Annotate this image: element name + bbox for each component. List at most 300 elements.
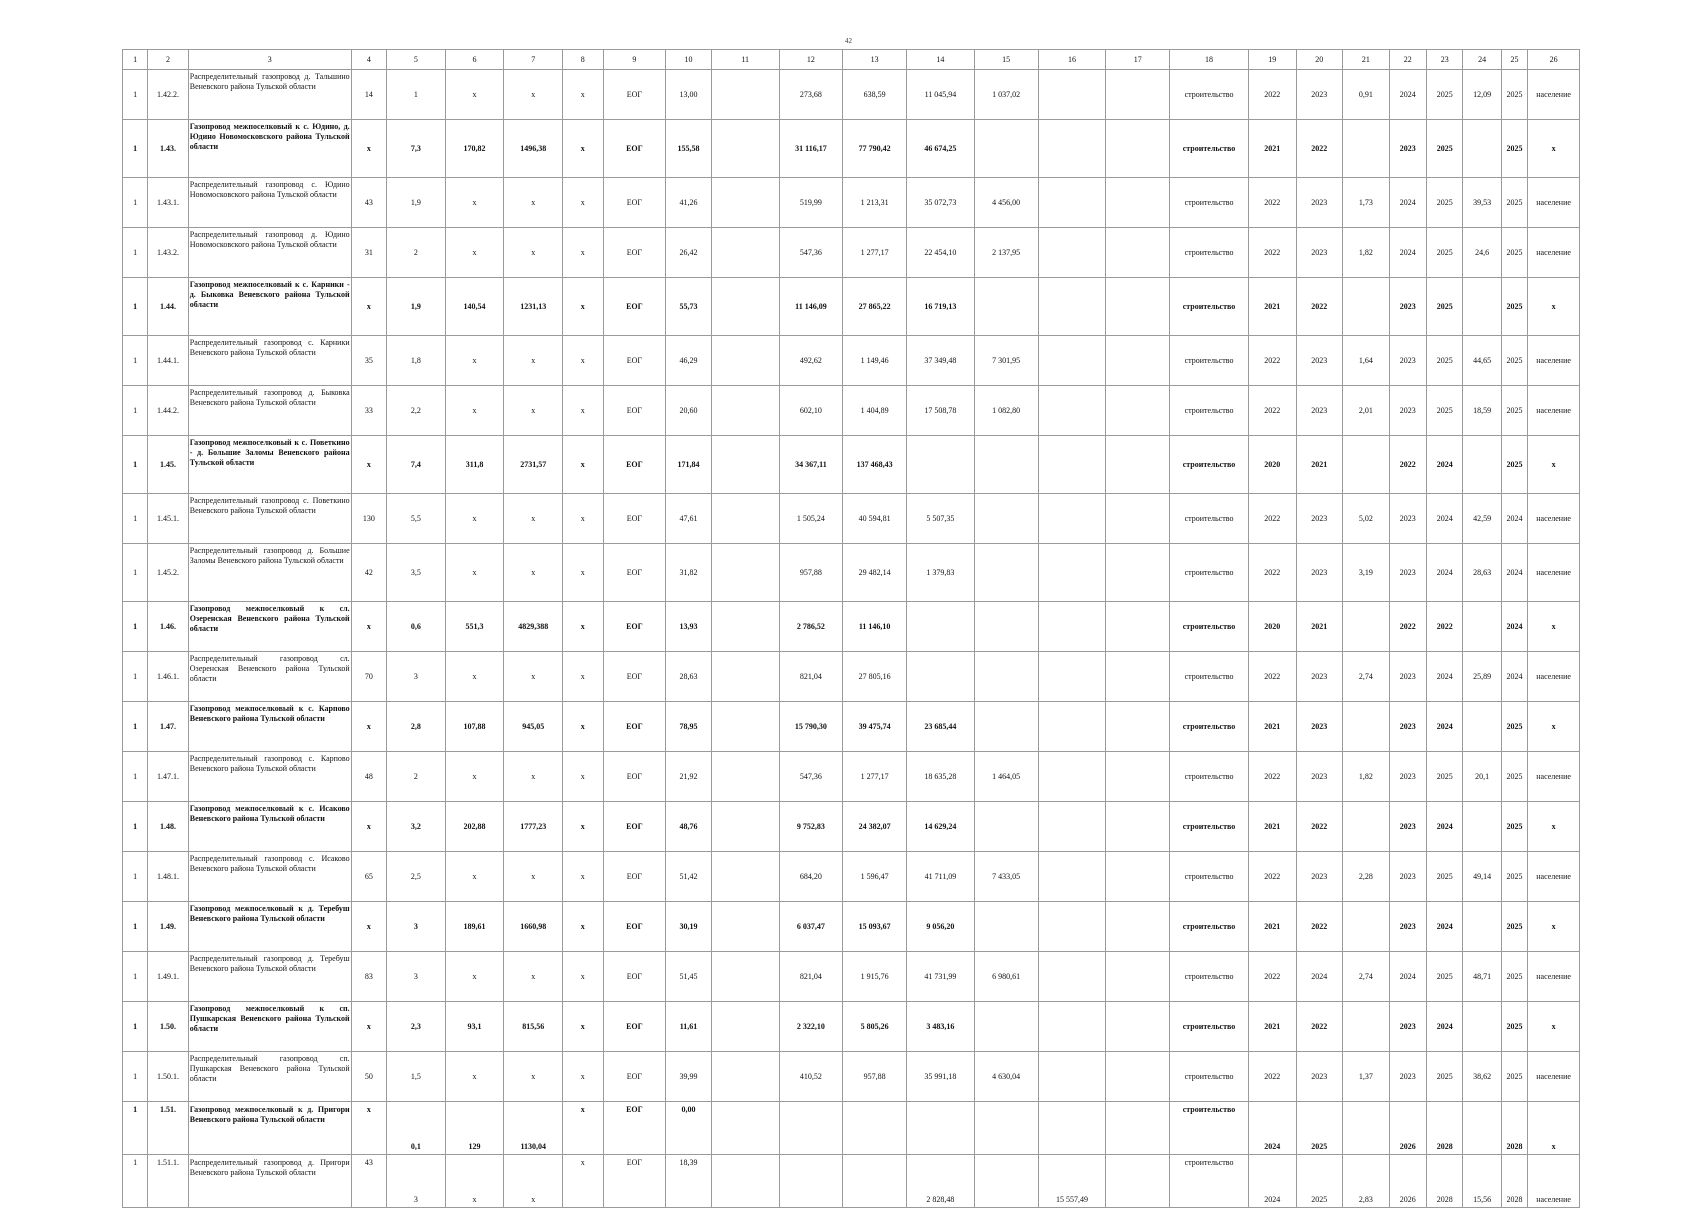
table-cell: 2024 (1427, 544, 1463, 602)
column-number-cell: 16 (1038, 50, 1106, 70)
table-cell: 3 (387, 952, 446, 1002)
table-cell: x (563, 386, 603, 436)
table-cell: 3 (387, 1155, 446, 1208)
table-cell: 1 (123, 702, 148, 752)
table-cell: 35 (351, 336, 386, 386)
table-cell (843, 1102, 907, 1155)
table-cell: 1.48.1. (148, 852, 188, 902)
table-cell: 2025 (1501, 802, 1527, 852)
table-cell (711, 386, 779, 436)
table-cell (1343, 1102, 1390, 1155)
table-cell: 1,73 (1343, 178, 1390, 228)
table-cell: 107,88 (445, 702, 504, 752)
table-cell: 2023 (1296, 544, 1343, 602)
column-number-cell: 19 (1248, 50, 1296, 70)
table-cell (1343, 702, 1390, 752)
table-cell: 638,59 (843, 70, 907, 120)
table-cell: 945,05 (504, 702, 563, 752)
table-cell: x (504, 228, 563, 278)
table-cell: 27 805,16 (843, 652, 907, 702)
table-cell: 1.44.2. (148, 386, 188, 436)
table-cell: ЕОГ (603, 652, 666, 702)
table-cell: 2020 (1248, 436, 1296, 494)
table-cell: 2022 (1248, 852, 1296, 902)
table-cell: 5 805,26 (843, 1002, 907, 1052)
table-cell: население (1528, 178, 1580, 228)
table-cell: строительство (1170, 1052, 1249, 1102)
table-cell: 7,4 (387, 436, 446, 494)
table-cell: 1.47. (148, 702, 188, 752)
table-cell: 1 (123, 902, 148, 952)
table-cell: 1 379,83 (907, 544, 975, 602)
table-cell (1106, 386, 1170, 436)
table-cell: ЕОГ (603, 278, 666, 336)
table-cell (1343, 120, 1390, 178)
table-cell (1343, 278, 1390, 336)
table-cell: 1 213,31 (843, 178, 907, 228)
table-cell: x (445, 952, 504, 1002)
table-cell: 83 (351, 952, 386, 1002)
table-cell: 1.48. (148, 802, 188, 852)
table-cell (1038, 70, 1106, 120)
table-cell: x (1528, 802, 1580, 852)
table-cell: x (445, 1052, 504, 1102)
table-cell: 21,92 (666, 752, 712, 802)
table-cell: x (445, 70, 504, 120)
table-cell (1343, 436, 1390, 494)
table-cell: x (351, 436, 386, 494)
table-cell: x (1528, 1002, 1580, 1052)
table-cell: 44,65 (1463, 336, 1501, 386)
table-cell: 42,59 (1463, 494, 1501, 544)
table-cell: x (563, 70, 603, 120)
table-cell: 1 149,46 (843, 336, 907, 386)
table-cell: 2024 (1427, 652, 1463, 702)
table-cell: 26,42 (666, 228, 712, 278)
table-cell (711, 120, 779, 178)
object-name-cell: Распределительный газопровод д. Теребуш Веневского района Тульской области (188, 952, 351, 1002)
table-cell: 31 (351, 228, 386, 278)
table-cell: 2026 (1389, 1102, 1426, 1155)
table-cell: x (504, 652, 563, 702)
table-cell: 2025 (1427, 752, 1463, 802)
table-cell: 42 (351, 544, 386, 602)
table-cell: 2025 (1501, 952, 1527, 1002)
table-cell: 1 (123, 1102, 148, 1155)
table-cell: 821,04 (779, 652, 843, 702)
table-cell: x (445, 228, 504, 278)
table-cell: 22 454,10 (907, 228, 975, 278)
table-cell (907, 652, 975, 702)
table-cell: 1 (123, 952, 148, 1002)
table-cell: 2,74 (1343, 652, 1390, 702)
table-cell: население (1528, 386, 1580, 436)
table-cell: 7,3 (387, 120, 446, 178)
table-cell: строительство (1170, 1102, 1249, 1155)
table-cell: 2025 (1501, 902, 1527, 952)
column-number-cell: 9 (603, 50, 666, 70)
table-cell (1038, 386, 1106, 436)
table-cell: строительство (1170, 120, 1249, 178)
table-cell: 2 828,48 (907, 1155, 975, 1208)
table-cell: ЕОГ (603, 336, 666, 386)
table-cell: строительство (1170, 494, 1249, 544)
table-cell: x (563, 544, 603, 602)
table-cell (1106, 902, 1170, 952)
column-number-cell: 2 (148, 50, 188, 70)
table-cell: 2022 (1389, 436, 1426, 494)
object-name-cell: Распределительный газопровод сл. Озеренская Веневского района Тульской области (188, 652, 351, 702)
table-cell: 7 433,05 (974, 852, 1038, 902)
table-cell: ЕОГ (603, 494, 666, 544)
table-cell: 2025 (1501, 178, 1527, 228)
table-cell: строительство (1170, 952, 1249, 1002)
table-cell: 2022 (1248, 652, 1296, 702)
table-cell: 1.43. (148, 120, 188, 178)
table-cell: 1.49. (148, 902, 188, 952)
table-cell: 1 (123, 752, 148, 802)
table-cell: 18 635,28 (907, 752, 975, 802)
table-cell: ЕОГ (603, 120, 666, 178)
table-row (123, 1102, 1580, 1155)
table-cell: 51,42 (666, 852, 712, 902)
table-cell: 31 116,17 (779, 120, 843, 178)
page-number: 42 (845, 37, 852, 45)
table-cell: x (351, 602, 386, 652)
table-cell (1038, 702, 1106, 752)
table-cell: 1 (387, 70, 446, 120)
column-number-cell: 6 (445, 50, 504, 70)
table-cell: 4829,388 (504, 602, 563, 652)
table-cell (711, 70, 779, 120)
table-row (123, 386, 1580, 436)
table-cell: 2 322,10 (779, 1002, 843, 1052)
table-cell (711, 952, 779, 1002)
table-cell (1106, 278, 1170, 336)
table-cell: 38,62 (1463, 1052, 1501, 1102)
table-cell: 2023 (1389, 902, 1426, 952)
table-cell: 2,5 (387, 852, 446, 902)
table-cell: 17 508,78 (907, 386, 975, 436)
table-cell: 2,01 (1343, 386, 1390, 436)
column-number-cell: 13 (843, 50, 907, 70)
table-cell (1038, 1002, 1106, 1052)
table-cell: x (504, 178, 563, 228)
table-cell: 23 685,44 (907, 702, 975, 752)
table-cell: 2022 (1248, 386, 1296, 436)
table-cell: 78,95 (666, 702, 712, 752)
table-cell: 2,83 (1343, 1155, 1390, 1208)
table-cell: 2022 (1248, 494, 1296, 544)
table-cell: x (563, 852, 603, 902)
table-cell: 1,64 (1343, 336, 1390, 386)
table-cell: 2025 (1501, 852, 1527, 902)
table-cell (974, 802, 1038, 852)
table-cell (1106, 120, 1170, 178)
table-cell: ЕОГ (603, 1052, 666, 1102)
table-cell: 2023 (1296, 228, 1343, 278)
table-cell (1038, 752, 1106, 802)
table-cell: x (563, 702, 603, 752)
table-cell: 2024 (1501, 544, 1527, 602)
table-cell: 4 630,04 (974, 1052, 1038, 1102)
table-cell: 2021 (1248, 1002, 1296, 1052)
table-cell: 40 594,81 (843, 494, 907, 544)
table-cell: население (1528, 1052, 1580, 1102)
table-cell: 2021 (1248, 702, 1296, 752)
table-cell (1038, 178, 1106, 228)
table-cell: ЕОГ (603, 702, 666, 752)
table-cell: 2023 (1389, 652, 1426, 702)
table-cell: 28,63 (1463, 544, 1501, 602)
table-cell: x (504, 852, 563, 902)
table-cell: 2022 (1296, 1002, 1343, 1052)
table-cell: 2023 (1389, 336, 1426, 386)
table-cell: строительство (1170, 602, 1249, 652)
table-cell: 50 (351, 1052, 386, 1102)
table-cell: 6 037,47 (779, 902, 843, 952)
table-cell: 2025 (1427, 852, 1463, 902)
table-cell: x (563, 952, 603, 1002)
table-cell (1463, 802, 1501, 852)
table-cell (711, 436, 779, 494)
table-cell: x (563, 1052, 603, 1102)
table-cell: 2022 (1389, 602, 1426, 652)
table-cell: 170,82 (445, 120, 504, 178)
table-cell (711, 802, 779, 852)
table-cell: 1.45. (148, 436, 188, 494)
table-cell: 547,36 (779, 752, 843, 802)
table-cell: 1 (123, 1052, 148, 1102)
table-cell: 15 557,49 (1038, 1155, 1106, 1208)
table-cell: 15,56 (1463, 1155, 1501, 1208)
table-cell: 2025 (1501, 1052, 1527, 1102)
table-cell: 2025 (1501, 336, 1527, 386)
object-name-cell: Газопровод межпоселковый к д. Пригори Веневского района Тульской области (188, 1102, 351, 1155)
table-cell (1038, 1052, 1106, 1102)
table-cell: 3,19 (1343, 544, 1390, 602)
table-cell: ЕОГ (603, 436, 666, 494)
column-number-cell: 4 (351, 50, 386, 70)
table-cell: ЕОГ (603, 1155, 666, 1208)
table-cell: строительство (1170, 852, 1249, 902)
table-cell: 20,1 (1463, 752, 1501, 802)
column-number-row (123, 50, 1580, 70)
table-cell: 11,61 (666, 1002, 712, 1052)
table-cell: 2023 (1389, 120, 1426, 178)
object-name-cell: Газопровод межпоселковый к с. Исаково Веневского района Тульской области (188, 802, 351, 852)
table-cell: 2021 (1296, 436, 1343, 494)
object-name-cell: Распределительный газопровод с. Исаково Веневского района Тульской области (188, 852, 351, 902)
table-cell: ЕОГ (603, 1002, 666, 1052)
table-cell (1463, 1102, 1501, 1155)
table-cell: 2020 (1248, 602, 1296, 652)
table-cell: ЕОГ (603, 1102, 666, 1155)
table-cell (1106, 544, 1170, 602)
table-cell: 1 464,05 (974, 752, 1038, 802)
table-cell: 0,6 (387, 602, 446, 652)
table-cell: 2023 (1296, 852, 1343, 902)
table-cell: 1.46. (148, 602, 188, 652)
table-cell (1463, 1002, 1501, 1052)
table-cell: 25,89 (1463, 652, 1501, 702)
table-cell: 2022 (1296, 902, 1343, 952)
table-cell (1038, 336, 1106, 386)
table-cell (1038, 952, 1106, 1002)
table-cell (1038, 1102, 1106, 1155)
table-cell: 1.42.2. (148, 70, 188, 120)
table-cell (1038, 544, 1106, 602)
table-cell: x (563, 336, 603, 386)
table-cell: 2025 (1427, 336, 1463, 386)
table-cell: 51,45 (666, 952, 712, 1002)
table-cell: x (563, 494, 603, 544)
table-cell: 2 137,95 (974, 228, 1038, 278)
table-cell (1106, 1002, 1170, 1052)
table-cell: 2024 (1501, 602, 1527, 652)
column-number-cell: 21 (1343, 50, 1390, 70)
table-cell: x (563, 228, 603, 278)
table-cell: 2,8 (387, 702, 446, 752)
table-cell (711, 1102, 779, 1155)
table-cell: x (351, 1102, 386, 1155)
table-row (123, 544, 1580, 602)
table-cell: 9 056,20 (907, 902, 975, 952)
table-cell: 2 (387, 228, 446, 278)
table-cell: 47,61 (666, 494, 712, 544)
table-cell: 2023 (1389, 802, 1426, 852)
table-cell: население (1528, 1155, 1580, 1208)
table-cell: 1,82 (1343, 228, 1390, 278)
table-row (123, 494, 1580, 544)
table-cell: 189,61 (445, 902, 504, 952)
table-cell: 137 468,43 (843, 436, 907, 494)
table-cell: строительство (1170, 544, 1249, 602)
table-cell: 1 (123, 602, 148, 652)
table-cell: 1 (123, 278, 148, 336)
table-cell: x (563, 178, 603, 228)
table-cell: x (563, 652, 603, 702)
table-cell: 39,99 (666, 1052, 712, 1102)
table-cell: 14 (351, 70, 386, 120)
table-cell: 1.45.1. (148, 494, 188, 544)
table-cell (711, 852, 779, 902)
table-cell: 3 483,16 (907, 1002, 975, 1052)
table-cell: 1130,04 (504, 1102, 563, 1155)
table-cell: 2022 (1248, 1052, 1296, 1102)
table-cell: население (1528, 70, 1580, 120)
table-cell (974, 602, 1038, 652)
column-number-cell: 26 (1528, 50, 1580, 70)
table-cell: 2026 (1389, 1155, 1426, 1208)
table-row (123, 652, 1580, 702)
table-cell (907, 436, 975, 494)
table-cell: 6 980,61 (974, 952, 1038, 1002)
table-cell: население (1528, 494, 1580, 544)
table-cell: x (504, 1155, 563, 1208)
table-cell: 1,5 (387, 1052, 446, 1102)
table-cell: 0,91 (1343, 70, 1390, 120)
table-cell: 1 277,17 (843, 752, 907, 802)
table-cell (974, 120, 1038, 178)
table-cell (1106, 178, 1170, 228)
table-cell (1038, 120, 1106, 178)
table-row (123, 228, 1580, 278)
table-cell: население (1528, 952, 1580, 1002)
table-cell: x (351, 278, 386, 336)
column-number-cell: 23 (1427, 50, 1463, 70)
table-cell: 11 045,94 (907, 70, 975, 120)
table-cell: 1660,98 (504, 902, 563, 952)
table-cell: 1.50. (148, 1002, 188, 1052)
table-cell: 1 (123, 120, 148, 178)
table-cell: строительство (1170, 1002, 1249, 1052)
table-cell: 37 349,48 (907, 336, 975, 386)
table-cell: x (504, 544, 563, 602)
table-cell (1463, 120, 1501, 178)
table-cell: 1.46.1. (148, 652, 188, 702)
table-row (123, 952, 1580, 1002)
table-cell: строительство (1170, 902, 1249, 952)
table-cell: 2024 (1389, 228, 1426, 278)
table-cell: x (1528, 278, 1580, 336)
table-cell: 2022 (1296, 120, 1343, 178)
table-cell: x (504, 336, 563, 386)
table-cell: 1 (123, 178, 148, 228)
table-row (123, 902, 1580, 952)
table-cell: 2025 (1501, 120, 1527, 178)
table-cell (1038, 852, 1106, 902)
table-cell (907, 602, 975, 652)
table-cell: 1,37 (1343, 1052, 1390, 1102)
table-cell: x (563, 802, 603, 852)
table-cell: 11 146,09 (779, 278, 843, 336)
table-cell: 48 (351, 752, 386, 802)
column-number-cell: 10 (666, 50, 712, 70)
table-cell: x (504, 752, 563, 802)
table-cell: 2023 (1296, 652, 1343, 702)
table-cell: x (1528, 702, 1580, 752)
table-cell (711, 494, 779, 544)
table-cell (1106, 602, 1170, 652)
table-cell (1106, 702, 1170, 752)
table-cell: x (351, 902, 386, 952)
table-cell (711, 752, 779, 802)
table-cell: 2028 (1427, 1155, 1463, 1208)
table-cell: 2024 (1248, 1155, 1296, 1208)
table-cell: 24 382,07 (843, 802, 907, 852)
table-cell (974, 1102, 1038, 1155)
table-cell: 1,9 (387, 178, 446, 228)
table-cell: население (1528, 852, 1580, 902)
table-cell: x (504, 494, 563, 544)
table-cell: x (1528, 902, 1580, 952)
table-row (123, 1002, 1580, 1052)
table-cell (711, 228, 779, 278)
table-cell: ЕОГ (603, 228, 666, 278)
table-cell: x (351, 802, 386, 852)
table-cell: 2024 (1427, 802, 1463, 852)
object-name-cell: Распределительный газопровод сп. Пушкарская Веневского района Тульской области (188, 1052, 351, 1102)
table-cell: 2024 (1427, 494, 1463, 544)
table-cell: строительство (1170, 702, 1249, 752)
table-cell: 519,99 (779, 178, 843, 228)
table-row (123, 1052, 1580, 1102)
table-cell: x (445, 752, 504, 802)
table-cell: 2023 (1389, 852, 1426, 902)
table-cell: 41,26 (666, 178, 712, 228)
table-cell (711, 278, 779, 336)
